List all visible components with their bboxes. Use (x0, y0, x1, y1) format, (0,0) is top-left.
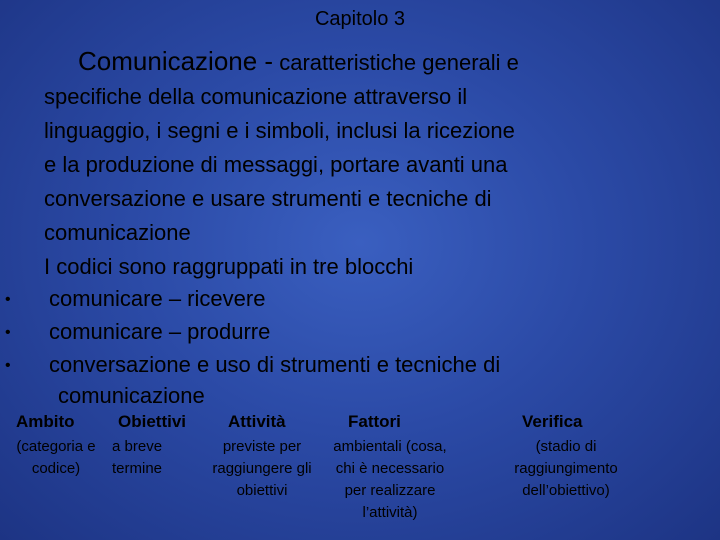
bullet-item: comunicare – produrre (49, 319, 271, 344)
table-cell-ambito: (categoria e codice) (16, 438, 96, 477)
body-line: linguaggio, i segni e i simboli, inclusi la ricezione (44, 118, 515, 143)
table-cell-attivita: previste per raggiungere gli obiettivi (212, 438, 312, 499)
table-cell-fattori: ambientali (cosa, chi è necessario per realizzare l’attività) (333, 438, 447, 521)
slide-heading (78, 46, 519, 77)
heading-rest: caratteristiche generali e (273, 50, 519, 75)
chapter-title: Capitolo 3 (314, 8, 406, 30)
bullet-icon: • (5, 291, 11, 308)
body-line: specifiche della comunicazione attraverso il (44, 84, 468, 109)
bullet-item: comunicare – ricevere (49, 286, 266, 311)
table-header-ambito: Ambito (16, 412, 75, 431)
bullet-icon: • (5, 357, 11, 374)
bullet-icon: • (5, 324, 11, 341)
table-header-obiettivi: Obiettivi (118, 412, 187, 431)
body-line: comunicazione (44, 220, 191, 245)
heading-bold: Comunicazione - (78, 46, 274, 76)
body-line: I codici sono raggruppati in tre blocchi (44, 254, 414, 279)
table-cell-verifica: (stadio di raggiungimento dell’obiettivo) (514, 438, 618, 499)
table-header-fattori: Fattori (348, 412, 401, 431)
table-header-verifica: Verifica (522, 412, 583, 431)
body-line: e la produzione di messaggi, portare avanti una (44, 152, 508, 177)
body-line: conversazione e usare strumenti e tecniche di (44, 186, 492, 211)
table-cell-obiettivi: a breve termine (112, 438, 163, 477)
bullet-continuation: comunicazione (58, 383, 205, 408)
table-header-attivita: Attività (228, 412, 286, 431)
bullet-item: conversazione e uso di strumenti e tecniche di (49, 352, 501, 377)
